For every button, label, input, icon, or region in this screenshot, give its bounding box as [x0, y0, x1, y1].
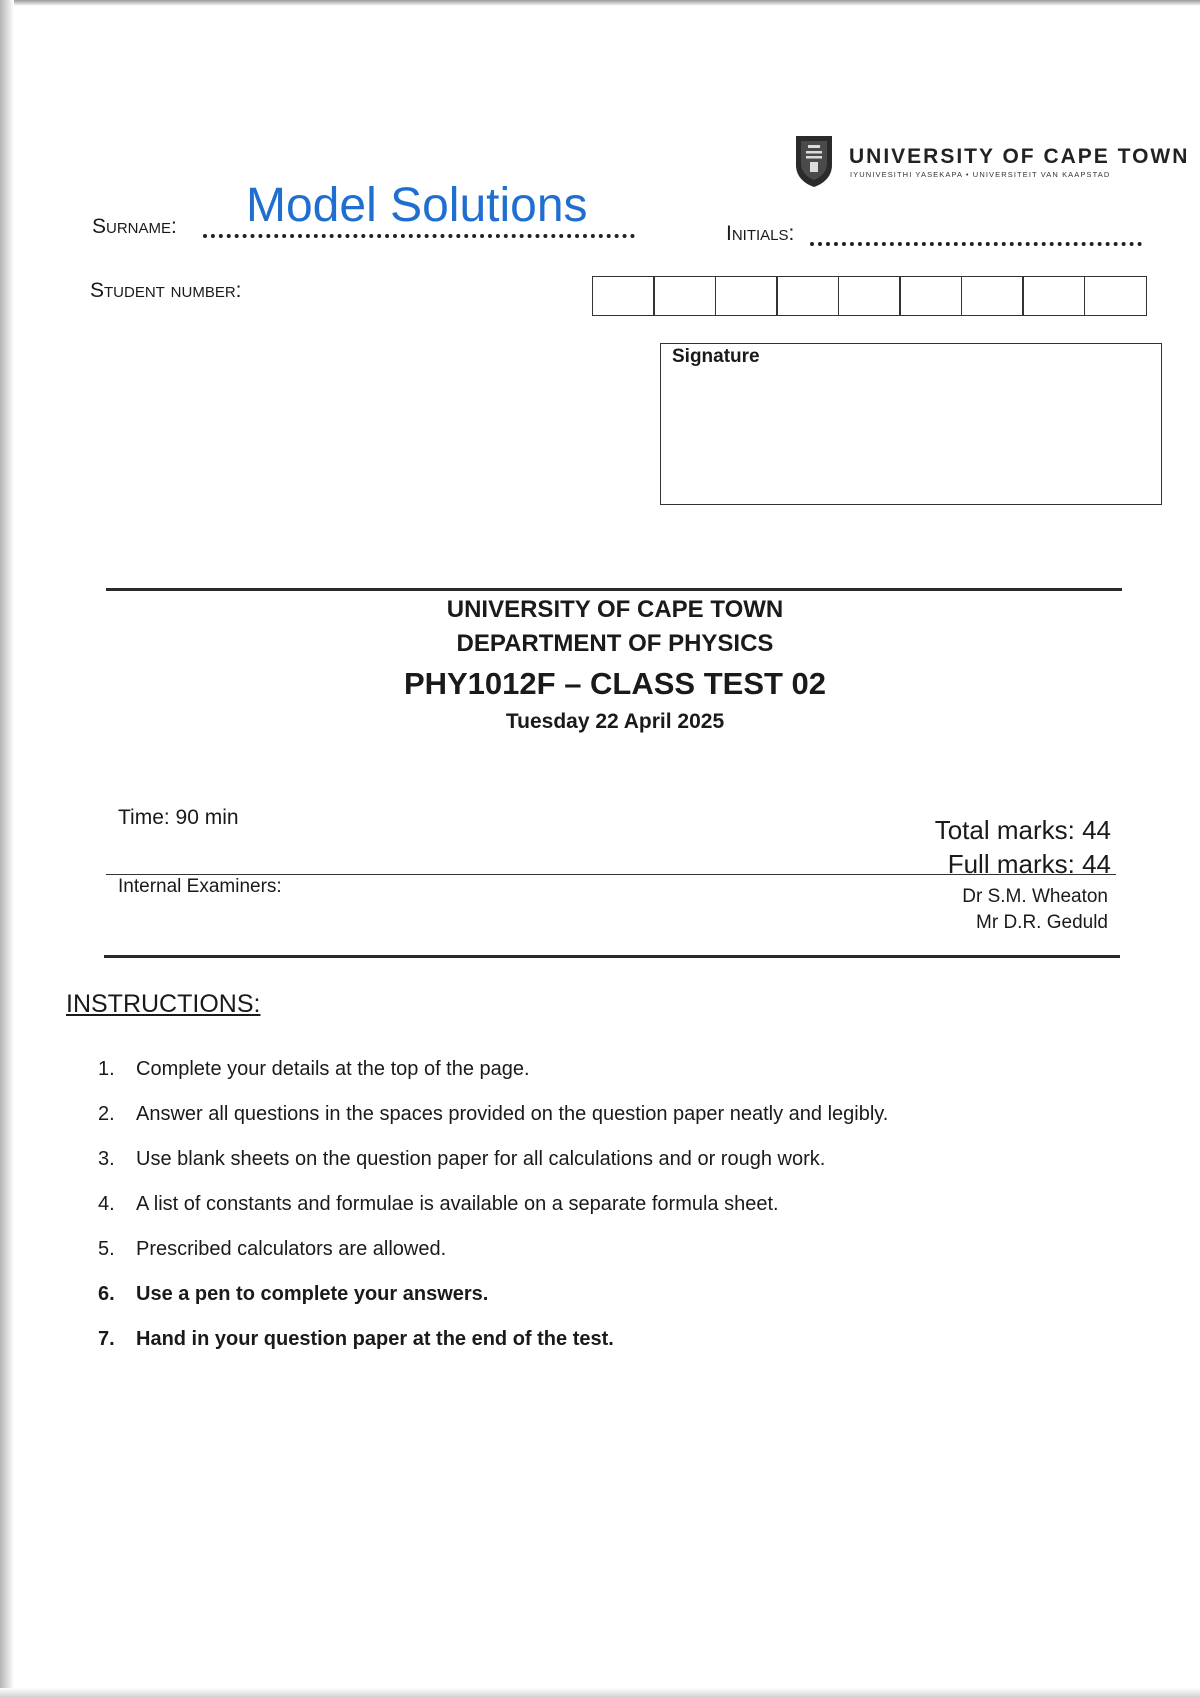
- full-marks-row: [948, 849, 1111, 880]
- student-number-box[interactable]: [1084, 276, 1147, 316]
- title-department: DEPARTMENT OF PHYSICS: [456, 630, 774, 657]
- instruction-number: 2.: [98, 1103, 115, 1125]
- instruction-text: Answer all questions in the spaces provided on the question paper neatly and legibly.: [136, 1103, 889, 1125]
- logo-university-subtitle: IYUNIVESITHI YASEKAPA • UNIVERSITEIT VAN KAAPSTAD: [850, 170, 1111, 179]
- exam-info-rule: [106, 874, 1116, 875]
- instruction-number: 7.: [98, 1328, 115, 1350]
- initials-dotted-line[interactable]: [810, 242, 1142, 246]
- total-marks-value: 44: [1082, 815, 1111, 845]
- full-marks-label: Full marks:: [947, 849, 1075, 879]
- instruction-number: 3.: [98, 1148, 115, 1170]
- total-marks-row: [935, 815, 1111, 846]
- student-number-boxes: [593, 276, 1147, 316]
- student-number-box[interactable]: [961, 276, 1024, 316]
- instruction-text: Use a pen to complete your answers.: [136, 1283, 489, 1305]
- student-number-box[interactable]: [715, 276, 778, 316]
- student-number-box[interactable]: [899, 276, 962, 316]
- surname-dotted-line[interactable]: [203, 234, 635, 238]
- student-number-box[interactable]: [653, 276, 716, 316]
- student-number-box[interactable]: [838, 276, 901, 316]
- title-university: UNIVERSITY OF CAPE TOWN: [446, 596, 784, 623]
- scan-edge-left: [0, 0, 14, 1698]
- instruction-text: Prescribed calculators are allowed.: [136, 1238, 447, 1260]
- title-course: PHY1012F – CLASS TEST 02: [403, 666, 827, 701]
- instruction-text: Use blank sheets on the question paper for all calculations and or rough work.: [136, 1148, 826, 1170]
- signature-label: Signature: [672, 346, 760, 367]
- initials-label: Initials:: [726, 222, 795, 245]
- instruction-text: Complete your details at the top of the page.: [136, 1058, 530, 1080]
- student-number-box[interactable]: [776, 276, 839, 316]
- surname-label: Surname:: [92, 215, 177, 238]
- instructions-title: INSTRUCTIONS:: [66, 990, 261, 1018]
- exam-time: Time: 90 min: [118, 806, 239, 829]
- university-logo: [793, 133, 1190, 193]
- instruction-number: 4.: [98, 1193, 115, 1215]
- title-date: Tuesday 22 April 2025: [505, 710, 725, 733]
- examiner-1: Dr S.M. Wheaton: [962, 886, 1108, 907]
- instruction-text: Hand in your question paper at the end of the test.: [136, 1328, 614, 1350]
- full-marks-value: 44: [1082, 849, 1111, 879]
- examiner-2: Mr D.R. Geduld: [976, 912, 1108, 933]
- instruction-text: A list of constants and formulae is available on a separate formula sheet.: [136, 1193, 779, 1215]
- student-number-box[interactable]: [592, 276, 655, 316]
- total-marks-label: Total marks:: [934, 815, 1075, 845]
- student-number-box[interactable]: [1022, 276, 1085, 316]
- instruction-number: 5.: [98, 1238, 115, 1260]
- scan-edge-top: [0, 0, 1200, 6]
- title-top-rule: [106, 588, 1122, 591]
- instruction-number: 6.: [98, 1283, 115, 1305]
- examiners-label: Internal Examiners:: [118, 876, 282, 897]
- surname-handwritten-value: Model Solutions: [246, 179, 588, 232]
- scan-edge-bottom: [0, 1688, 1200, 1698]
- university-crest-icon: [793, 133, 835, 189]
- signature-box[interactable]: [660, 343, 1162, 505]
- exam-info-bottom-rule: [104, 955, 1120, 958]
- instruction-number: 1.: [98, 1058, 115, 1080]
- logo-university-name: UNIVERSITY OF CAPE TOWN: [849, 145, 1190, 168]
- student-number-label: Student number:: [90, 279, 242, 302]
